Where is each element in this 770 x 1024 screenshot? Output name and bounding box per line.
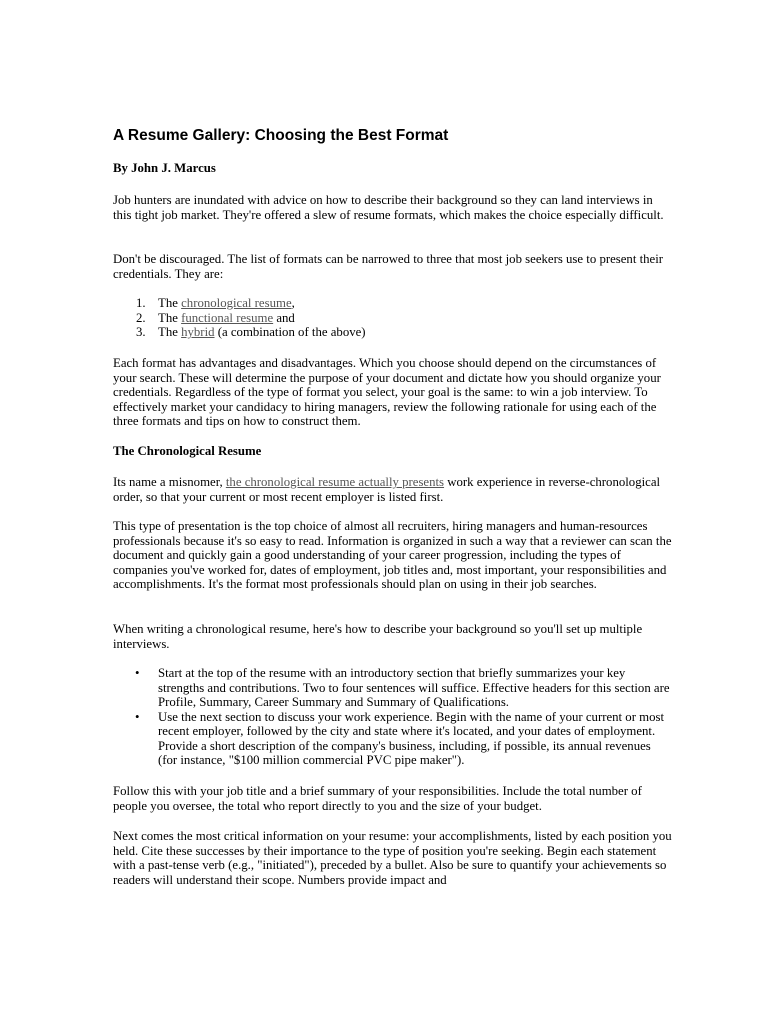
section-heading: The Chronological Resume [113,444,262,458]
list-text: and [273,310,295,325]
job-title-paragraph: Follow this with your job title and a brief summary of your responsibilities. Include the total number of people you oversee, the total who report directly to you and the size of your budget. [113,784,642,813]
formats-overview-paragraph: Each format has advantages and disadvantages. Which you choose should depend on the circumstances of your search. These will determine the purpose of your document and dictate how you should organize your credentials. Regardless of the type of format you select, your goal is the same: to win a job interview. To effectively market your candidacy to hiring managers, review the following rationale for using each of the three formats and tips on how to construct them. [113,356,661,428]
list-item: • Use the next section to discuss your work experience. Begin with the name of your current or most recent employer, followed by the city and state where it's located, and your dates of employment. Provide a short description of the company's business, including, if possible, its annual revenues (for instance, "$100 million commercial PVC pipe maker"). [113,710,673,768]
intro-paragraph: Job hunters are inundated with advice on how to describe their background so they can land interviews in this tight job market. They're offered a slew of resume formats, which makes the choice especially difficult. [113,193,664,222]
list-text: , [291,296,295,310]
hybrid-link[interactable]: hybrid [181,325,215,339]
list-text: The [158,325,182,339]
formats-list [113,296,673,340]
list-item [113,325,673,340]
accomplishments-paragraph: Next comes the most critical information on your resume: your accomplishments, listed by each position you held. Cite these successes by their importance to the type of position you're seeking. Begin each statement with a past-tense verb (e.g., "initiated"), preceded by a bullet. Also be sure to quantify your achievements so readers will understand their scope. Numbers provide impact and [113,829,672,887]
list-number: 1. [136,296,146,310]
paragraph-text: work experience in reverse-chronological order, so that your current or most recent employer is listed first. [113,475,661,504]
chronological-resume-presents-link[interactable]: the chronological resume actually presents [225,475,445,489]
list-text: (a combination of the above) [214,325,366,339]
list-item: • Start at the top of the resume with an introductory section that briefly summarizes your key strengths and contributions. Two to four sentences will suffice. Effective headers for this section are Profile, Summary, Career Summary and Summary of Qualifications. [113,666,673,710]
list-number: 3. [136,325,146,339]
chronological-definition-paragraph [113,475,673,504]
list-item [113,311,673,326]
list-text: The [158,310,182,325]
writing-tips-intro-paragraph: When writing a chronological resume, here's how to describe your background so you'll set up multiple interviews. [113,622,643,651]
tips-list [113,666,673,768]
article-title: A Resume Gallery: Choosing the Best Format [113,127,449,144]
chronological-benefits-paragraph: This type of presentation is the top choice of almost all recruiters, hiring managers and human-resources professionals because it's so easy to read. Information is organized in such a way that a reviewer can scan the document and quickly gain a good understanding of your career progression, including the types of companies you've worked for, dates of employment, job titles and, most important, your responsibilities and accomplishments. It's the format most professionals should plan on using in their job searches. [113,519,672,591]
functional-resume-link[interactable]: functional resume [181,310,274,325]
list-number: 2. [136,310,146,325]
list-text: The [158,296,182,310]
formats-intro-paragraph: Don't be discouraged. The list of formats can be narrowed to three that most job seekers use to present their credentials. They are: [113,252,664,281]
paragraph-text: Its name a misnomer, [113,475,226,489]
list-item [113,296,673,311]
byline: By John J. Marcus [113,161,216,175]
chronological-resume-link[interactable]: chronological resume [181,296,292,310]
